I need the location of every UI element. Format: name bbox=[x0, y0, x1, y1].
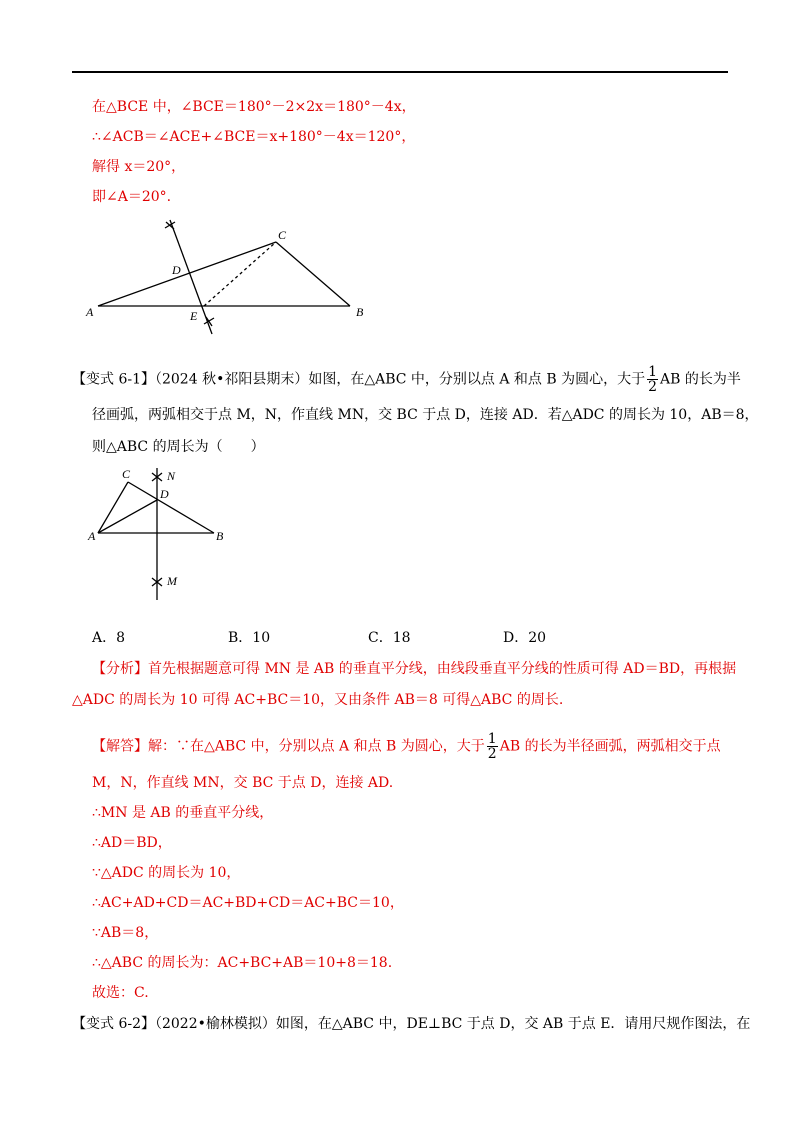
answer-line-3: ∴MN 是 AB 的垂直平分线， bbox=[92, 805, 274, 821]
label-c: C bbox=[122, 467, 131, 481]
answer-fraction-denominator: 2 bbox=[487, 746, 497, 762]
option-a[interactable]: A．8 bbox=[92, 630, 126, 646]
option-d[interactable]: D．20 bbox=[503, 630, 547, 646]
problem-6-1-line-1 bbox=[72, 365, 741, 394]
label-b: B bbox=[356, 305, 364, 319]
fraction-half bbox=[647, 365, 658, 394]
answer-line-2: M，N，作直线 MN，交 BC 于点 D，连接 AD. bbox=[92, 775, 394, 791]
problem-6-2-line-1: 【变式 6-2】（2022•榆林模拟）如图，在△ABC 中，DE⊥BC 于点 D，交 AB 于点 E．请用尺规作图法，在 bbox=[72, 1016, 751, 1032]
label-a: A bbox=[88, 529, 96, 543]
analysis-line-2: △ADC 的周长为 10 可得 AC+BC＝10，又由条件 AB＝8 可得△ABC 的周长. bbox=[72, 692, 564, 708]
triangle-figure-1 bbox=[80, 212, 380, 342]
fraction-numerator: 1 bbox=[648, 364, 658, 380]
fraction-denominator: 2 bbox=[648, 379, 658, 395]
answer-line-4: ∴AD＝BD， bbox=[92, 835, 172, 851]
solution-line-4: 即∠A＝20°. bbox=[92, 189, 172, 205]
solution-line-3: 解得 x＝20°， bbox=[92, 159, 186, 175]
problem-6-1-line-3: 则△ABC 的周长为（ ） bbox=[92, 439, 265, 455]
option-b[interactable]: B．10 bbox=[228, 630, 271, 646]
problem-6-1-text-b: AB 的长为半 bbox=[660, 371, 741, 388]
header-rule bbox=[72, 71, 728, 73]
answer-text-a: 【解答】解：∵在△ABC 中，分别以点 A 和点 B 为圆心，大于 bbox=[92, 738, 485, 755]
label-m: M bbox=[167, 574, 177, 588]
answer-line-5: ∵△ADC 的周长为 10， bbox=[92, 865, 241, 881]
solution-line-1: 在△BCE 中，∠BCE＝180°－2×2x＝180°－4x， bbox=[92, 99, 416, 115]
label-e: E bbox=[190, 309, 198, 323]
answer-fraction-numerator: 1 bbox=[487, 731, 497, 747]
segment-ac bbox=[98, 242, 276, 306]
answer-line-7: ∵AB＝8， bbox=[92, 925, 159, 941]
label-n: N bbox=[167, 469, 176, 483]
segment-ad bbox=[98, 500, 157, 533]
solution-line-2: ∴∠ACB＝∠ACE+∠BCE＝x+180°－4x＝120°， bbox=[92, 129, 416, 145]
answer-line-1 bbox=[92, 732, 721, 761]
segment-cb bbox=[276, 242, 350, 306]
problem-6-1-line-2: 径画弧，两弧相交于点 M，N，作直线 MN，交 BC 于点 D，连接 AD．若△ADC 的周长为 10，AB＝8， bbox=[92, 407, 759, 423]
label-a: A bbox=[86, 305, 94, 319]
answer-text-b: AB 的长为半径画弧，两弧相交于点 bbox=[499, 738, 721, 755]
answer-fraction-half bbox=[487, 732, 498, 761]
problem-6-1-text-a: 【变式 6-1】（2024 秋•祁阳县期末）如图，在△ABC 中，分别以点 A 和点 B 为圆心，大于 bbox=[72, 371, 646, 388]
label-d: D bbox=[160, 487, 169, 501]
option-c[interactable]: C．18 bbox=[368, 630, 411, 646]
segment-ce-dashed bbox=[204, 242, 276, 306]
answer-line-6: ∴AC+AD+CD＝AC+BD+CD＝AC+BC＝10， bbox=[92, 895, 404, 911]
label-c: C bbox=[278, 228, 287, 242]
answer-line-8: ∴△ABC 的周长为：AC+BC+AB＝10+8＝18. bbox=[92, 955, 393, 971]
triangle-figure-2 bbox=[82, 460, 242, 605]
segment-cb bbox=[128, 482, 214, 533]
answer-line-9: 故选：C. bbox=[92, 985, 149, 1001]
label-d: D bbox=[172, 263, 181, 277]
label-b: B bbox=[216, 529, 224, 543]
analysis-line-1: 【分析】首先根据题意可得 MN 是 AB 的垂直平分线，由线段垂直平分线的性质可得 AD＝BD，再根据 bbox=[92, 661, 737, 677]
arc-mark-top bbox=[165, 222, 175, 229]
